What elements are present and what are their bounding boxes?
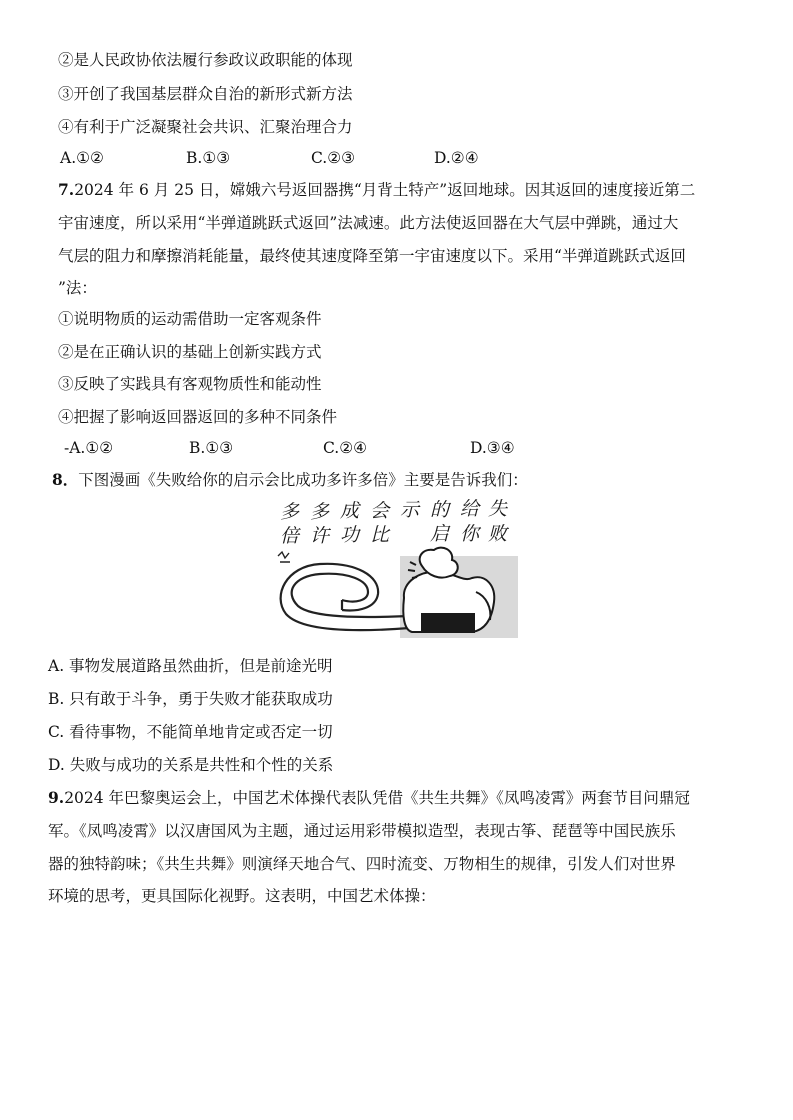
q6-option-b: B.①③ [186,149,231,167]
q9-stem-line-4: 环境的思考，更具国际化视野。这表明，中国艺术体操： [48,887,436,905]
q7-stem-line-2: 宇宙速度，所以采用“半弹道跳跃式返回”法减速。此方法使返回器在大气层中弹跳，通过大 [58,214,679,232]
caption-char: 倍 [280,525,300,547]
q6-item-3: ③开创了我国基层群众自治的新形式新方法 [58,85,353,103]
caption-char: 会 [370,500,390,522]
artist-signature [278,552,290,562]
caption-char: 败 [488,523,508,545]
caption-char: 你 [460,523,480,545]
q7-item-1: ①说明物质的运动需借助一定客观条件 [58,310,322,328]
q7-option-a: -A.①② [64,439,114,457]
q8-choice-b: B. 只有敢于斗争，勇于失败才能获取成功 [48,690,333,708]
q9-stem-line-3: 器的独特韵味；《共生共舞》则演绎天地合气、四时流变、万物相生的规律，引发人们对世界 [48,855,676,873]
q8-choice-d: D. 失败与成功的关系是共性和个性的关系 [48,756,334,774]
winding-road-drawing [281,564,410,630]
caption-char: 示 [400,499,420,521]
caption-char: 多 [310,501,330,523]
q6-item-2: ②是人民政协依法履行参政议政职能的体现 [58,51,353,69]
q8-choice-c: C. 看待事物，不能简单地肯定或否定一切 [48,723,333,741]
q7-item-2: ②是在正确认识的基础上创新实践方式 [58,343,322,361]
caption-char: 成 [340,500,360,522]
q7-stem-line-3: 气层的阻力和摩擦消耗能量，最终使其速度降至第一宇宙速度以下。采用“半弹道跳跃式返回 [58,247,686,265]
q6-option-c: C.②③ [311,149,356,167]
caption-char: 给 [460,498,480,520]
q6-option-a: A.①② [60,149,104,167]
caption-char: 失 [488,498,508,520]
q6-options [0,148,700,168]
q9-stem-line-2: 军。《凤鸣凌霄》以汉唐国风为主题，通过运用彩带模拟造型，表现古筝、琵琶等中国民族乐 [48,822,676,840]
q6-option-d: D.②④ [434,149,479,167]
q7-stem-line-1: 7.2024 年 6 月 25 日，嫦娥六号返回器携“月背土特产”返回地球。因其返回的速度接近第二 [58,180,696,199]
caption-char: 许 [310,525,330,547]
q7-option-c: C.②④ [323,439,368,457]
caption-char: 多 [280,501,300,523]
q8-choice-a: A. 事物发展道路虽然曲折，但是前途光明 [48,657,333,675]
q7-number: 7. [58,180,75,199]
q7-item-3: ③反映了实践具有客观物质性和能动性 [58,375,322,393]
caption-char: 启 [430,523,450,545]
q7-option-b: B.①③ [189,439,234,457]
q7-item-4: ④把握了影响返回器返回的多种不同条件 [58,408,338,426]
caption-char: 的 [430,499,450,521]
q6-item-4: ④有利于广泛凝聚社会共识、汇聚治理合力 [58,118,353,136]
caption-char: 比 [370,524,390,546]
q7-option-d: D.③④ [470,439,515,457]
q8-number: 8． [52,470,79,489]
q8-stem: 8．下图漫画《失败给你的启示会比成功多许多倍》主要是告诉我们： [52,470,528,489]
q8-cartoon-image [272,496,520,646]
q7-stem-line-4: ”法： [58,279,97,297]
caption-char: 功 [340,524,360,546]
q9-stem-line-1: 9.2024 年巴黎奥运会上，中国艺术体操代表队凭借《共生共舞》《凤鸣凌霄》两套节目问鼎冠 [48,788,690,807]
q7-options [0,438,700,458]
q9-number: 9. [48,788,65,807]
